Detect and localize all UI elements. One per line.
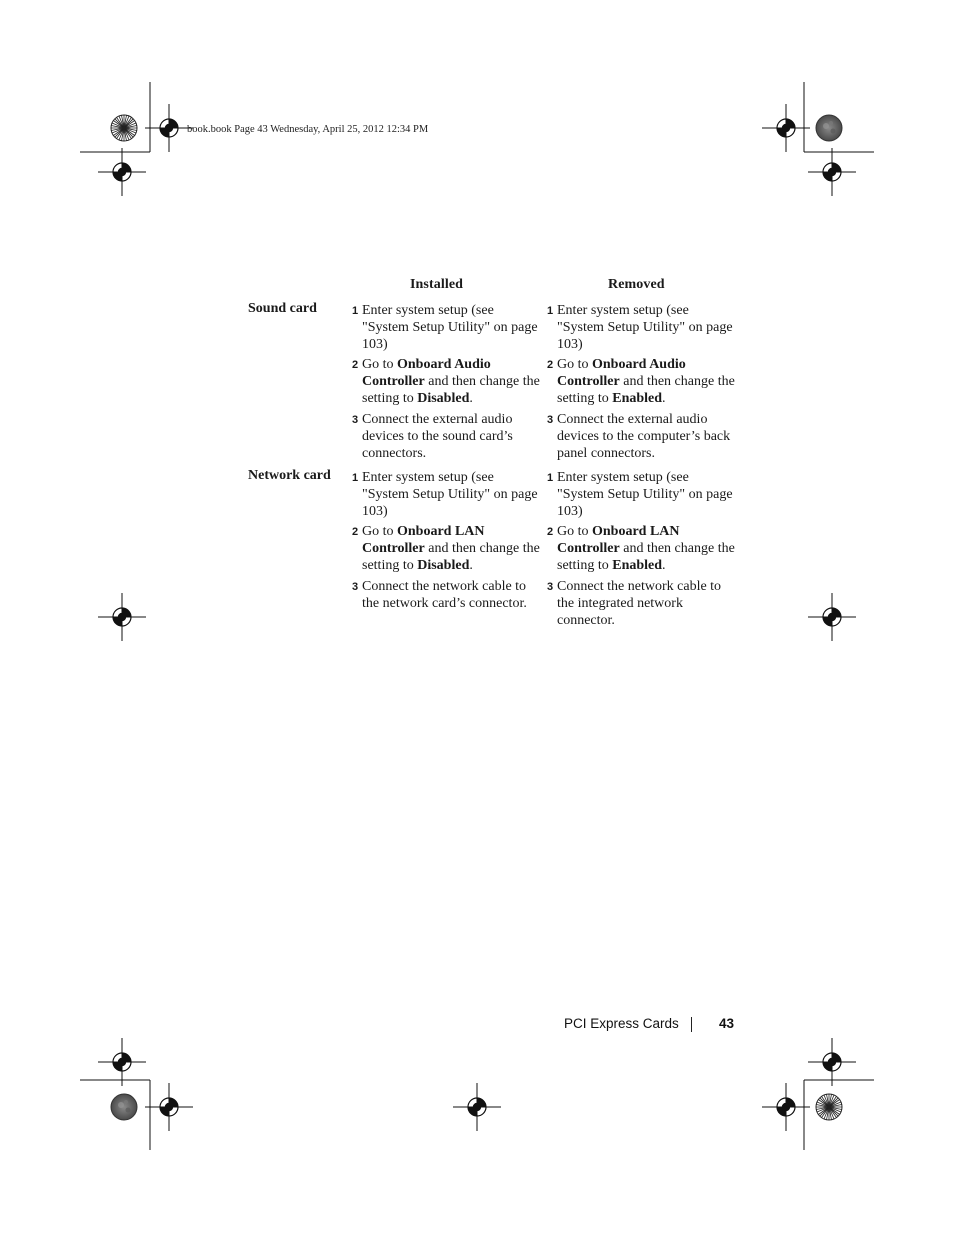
step-number: 2 [352, 526, 359, 538]
step-number: 3 [547, 414, 554, 426]
step-text [362, 578, 542, 612]
step-text [557, 469, 737, 520]
step-text-part: Connect the external audio devices to the computer’s back panel connectors. [557, 412, 731, 461]
step-text-part: . [662, 391, 666, 406]
step-number: 1 [547, 305, 554, 317]
ui-term: Enabled [612, 391, 663, 406]
step-text-part: and then change the setting to [362, 541, 540, 573]
step-number: 1 [547, 472, 554, 484]
step-text-part: Go to [362, 524, 397, 539]
step-text [362, 356, 542, 407]
print-slug-line: book.book Page 43 Wednesday, April 25, 2012 12:34 PM [187, 124, 429, 135]
step [547, 578, 737, 629]
footer-separator [691, 1017, 692, 1032]
step-text [557, 523, 737, 574]
step-text-part: and then change the setting to [557, 374, 735, 406]
ui-term: Enabled [612, 558, 663, 573]
step-text-part: Enter system setup (see "System Setup Utility" on page 103) [557, 303, 733, 352]
step-text-part: and then change the setting to [362, 374, 540, 406]
step [547, 523, 737, 574]
step-text [362, 523, 542, 574]
step-text-part: . [469, 391, 473, 406]
step-text-part: . [469, 558, 473, 573]
step [352, 469, 542, 520]
step-number: 3 [352, 414, 359, 426]
step [547, 411, 737, 462]
step-text-part: Enter system setup (see "System Setup Utility" on page 103) [362, 470, 538, 519]
step-number: 1 [352, 305, 359, 317]
step [352, 302, 542, 353]
step [352, 411, 542, 462]
step-text-part: and then change the setting to [557, 541, 735, 573]
ui-term: Disabled [417, 391, 470, 406]
column-header-removed: Removed [608, 277, 665, 292]
ui-term: Onboard Audio Controller [557, 357, 686, 389]
column-header-installed: Installed [410, 277, 464, 292]
step-text-part: Connect the network cable to the integrated network connector. [557, 579, 722, 628]
step-text-part: Go to [557, 524, 592, 539]
step [547, 356, 737, 407]
step-text-part: Go to [362, 357, 397, 372]
page-number: 43 [719, 1016, 735, 1031]
step [352, 578, 542, 612]
step-text-part: Connect the external audio devices to the sound card’s connectors. [362, 412, 513, 461]
step-number: 1 [352, 472, 359, 484]
step-text [557, 411, 737, 462]
ui-term: Onboard LAN Controller [362, 524, 485, 556]
step-number: 2 [547, 359, 554, 371]
step-number: 3 [352, 581, 359, 593]
step-number: 2 [352, 359, 359, 371]
step-text [557, 302, 737, 353]
row-label-network-card: Network card [248, 468, 331, 483]
step [547, 302, 737, 353]
step [352, 523, 542, 574]
footer-section-title: PCI Express Cards [564, 1016, 679, 1031]
step-text [557, 356, 737, 407]
row-label-sound-card: Sound card [248, 301, 317, 316]
step-text-part: . [662, 558, 666, 573]
step [547, 469, 737, 520]
step-text [362, 411, 542, 462]
step-text-part: Go to [557, 357, 592, 372]
step-text [557, 578, 737, 629]
step-number: 3 [547, 581, 554, 593]
ui-term: Onboard LAN Controller [557, 524, 680, 556]
ui-term: Onboard Audio Controller [362, 357, 491, 389]
step-text-part: Enter system setup (see "System Setup Utility" on page 103) [557, 470, 733, 519]
ui-term: Disabled [417, 558, 470, 573]
step-text-part: Enter system setup (see "System Setup Utility" on page 103) [362, 303, 538, 352]
step-text [362, 302, 542, 353]
step-text [362, 469, 542, 520]
step-number: 2 [547, 526, 554, 538]
step [352, 356, 542, 407]
step-text-part: Connect the network cable to the network card’s connector. [362, 579, 527, 611]
